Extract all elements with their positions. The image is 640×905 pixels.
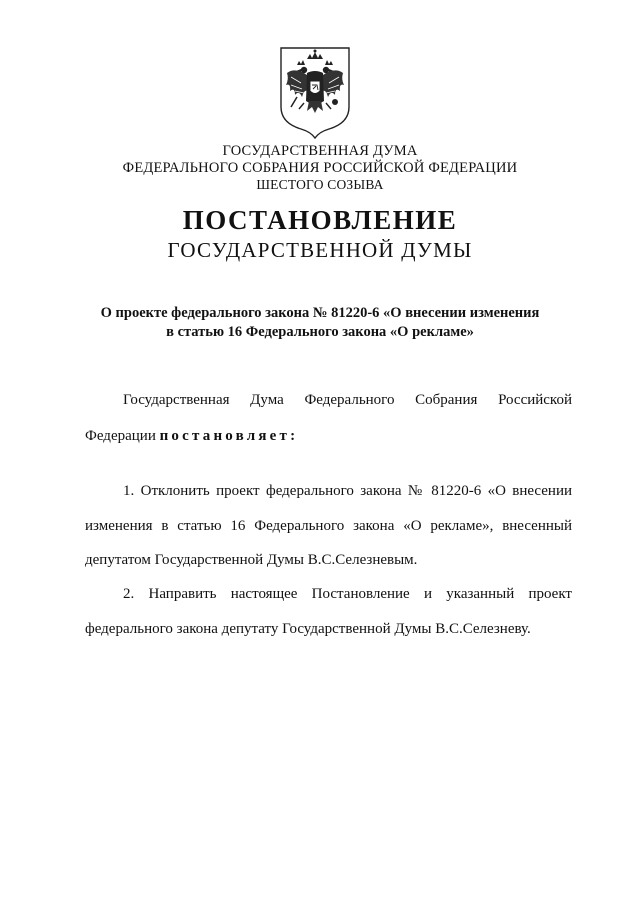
preamble-line-1: Государственная Дума Федерального Собрания Российской bbox=[123, 392, 572, 408]
preamble-line-2 bbox=[85, 427, 572, 445]
header-federal-assembly: ФЕДЕРАЛЬНОГО СОБРАНИЯ РОССИЙСКОЙ ФЕДЕРАЦИИ bbox=[122, 160, 518, 176]
subject-line-2: в статью 16 Федерального закона «О рекламе» bbox=[166, 324, 474, 340]
preamble-verb: постановляет: bbox=[159, 428, 299, 444]
header-convocation: ШЕСТОГО СОЗЫВА bbox=[256, 177, 384, 192]
item1-line-1: 1. Отклонить проект федерального закона № 81220-6 «О внесении bbox=[123, 483, 572, 499]
preamble-federation: Федерации bbox=[85, 428, 156, 444]
item2-line-2: федерального закона депутату Государственной Думы В.С.Селезневу. bbox=[85, 621, 531, 637]
coat-of-arms-icon bbox=[277, 45, 353, 139]
header-duma: ГОСУДАРСТВЕННАЯ ДУМА bbox=[222, 143, 418, 159]
item2-line-1: 2. Направить настоящее Постановление и указанный проект bbox=[123, 586, 572, 602]
subject-line-1: О проекте федерального закона № 81220-6 «О внесении изменения bbox=[100, 305, 540, 321]
document-subtitle: ГОСУДАРСТВЕННОЙ ДУМЫ bbox=[167, 238, 473, 262]
item1-line-2: изменения в статью 16 Федерального закона «О рекламе», внесенный bbox=[85, 518, 572, 534]
document-title: ПОСТАНОВЛЕНИЕ bbox=[182, 205, 458, 235]
item1-line-3: депутатом Государственной Думы В.С.Селезневым. bbox=[85, 552, 418, 568]
